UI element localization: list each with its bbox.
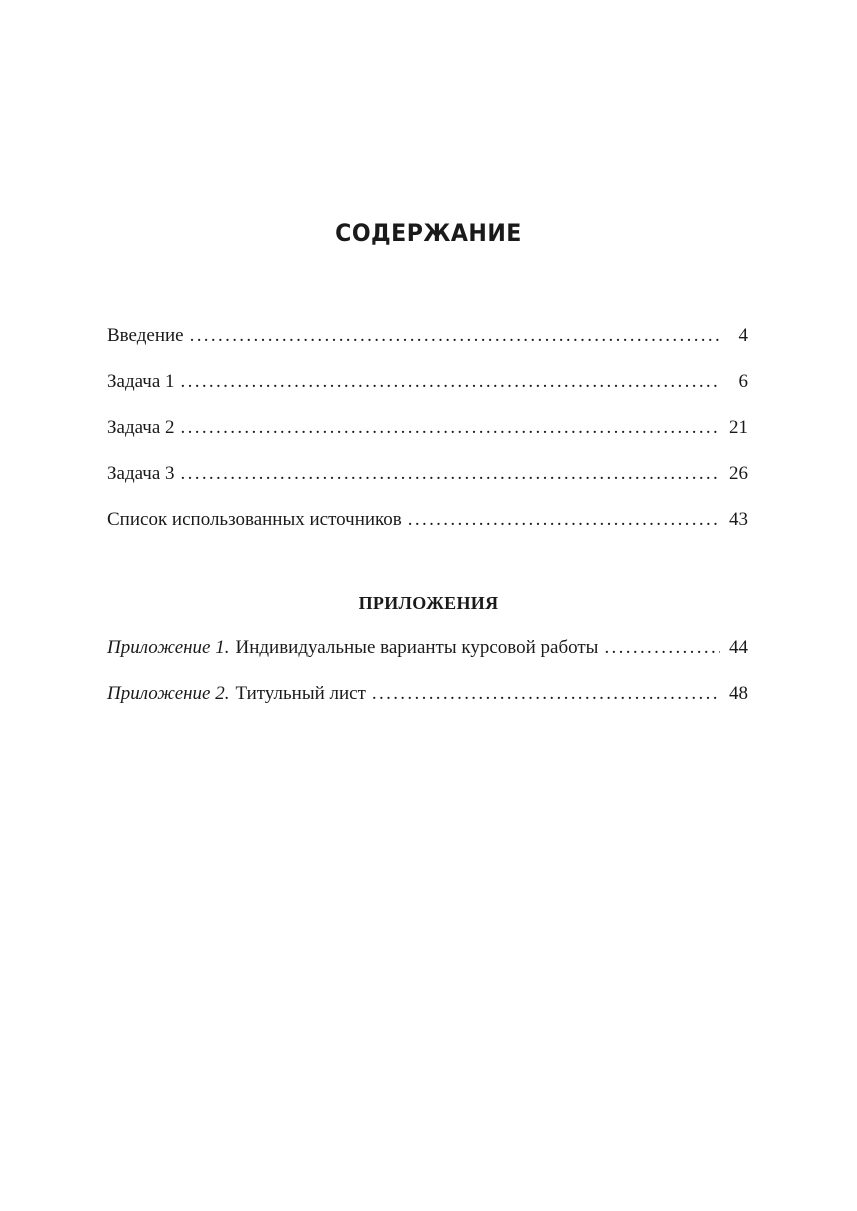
toc-list (107, 322, 748, 552)
toc-entry (107, 322, 748, 368)
toc-entry-page: 6 (738, 371, 748, 392)
toc-entry-page: 4 (738, 325, 748, 346)
dot-leader (372, 680, 720, 708)
appendix-entry (107, 680, 748, 726)
toc-entry-label: Задача 2 (107, 417, 175, 438)
dot-leader (181, 414, 720, 442)
appendix-entry-page: 48 (729, 683, 748, 704)
appendix-entry-label: Индивидуальные варианты курсовой работы (235, 637, 599, 658)
appendix-heading: ПРИЛОЖЕНИЯ (358, 593, 499, 613)
appendix-list (107, 634, 748, 726)
appendix-entry-prefix: Приложение 1. (107, 637, 230, 658)
toc-entry (107, 414, 748, 460)
dot-leader (181, 368, 720, 396)
toc-entry-page: 21 (729, 417, 748, 438)
toc-entry-page: 43 (729, 509, 748, 530)
dot-leader (604, 634, 720, 662)
toc-title: СОДЕРЖАНИЕ (335, 219, 522, 247)
appendix-entry-label: Титульный лист (235, 683, 366, 704)
toc-entry-label: Введение (107, 325, 184, 346)
appendix-entry-page: 44 (729, 637, 748, 658)
dot-leader (408, 506, 720, 534)
toc-entry (107, 368, 748, 414)
toc-entry-page: 26 (729, 463, 748, 484)
toc-entry (107, 506, 748, 552)
toc-entry-label: Список использованных источников (107, 509, 402, 530)
appendix-entry (107, 634, 748, 680)
appendix-entry-prefix: Приложение 2. (107, 683, 230, 704)
dot-leader (190, 322, 720, 350)
dot-leader (181, 460, 720, 488)
toc-entry-label: Задача 1 (107, 371, 175, 392)
toc-entry-label: Задача 3 (107, 463, 175, 484)
toc-entry (107, 460, 748, 506)
